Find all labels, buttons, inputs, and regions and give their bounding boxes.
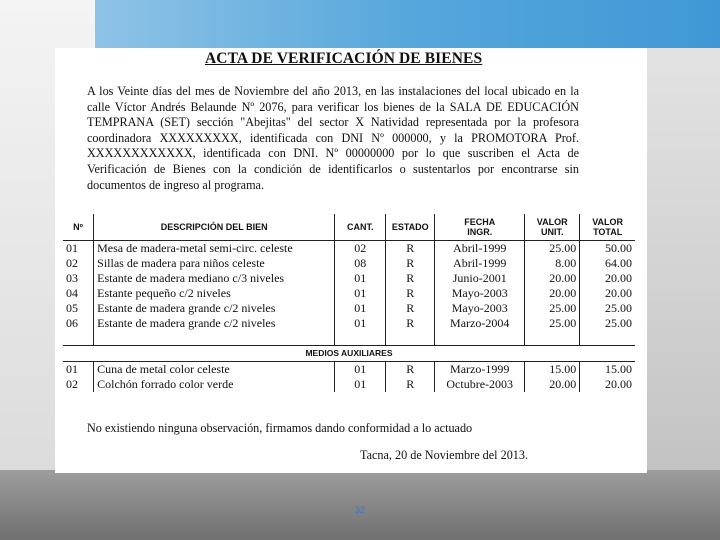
cell-state: R xyxy=(386,241,435,257)
header-total-value xyxy=(580,214,635,241)
cell-date: Marzo-2004 xyxy=(435,316,525,346)
slide-number: 32 xyxy=(354,505,365,515)
cell-total-value: 64.00 xyxy=(580,256,635,271)
cell-num: 01 xyxy=(66,362,78,376)
cell-date: Abril-1999 xyxy=(435,241,525,257)
table-header-row xyxy=(63,214,635,241)
table-row xyxy=(63,256,635,271)
cell-quantity: 02 xyxy=(335,241,386,257)
cell-quantity: 01 xyxy=(335,271,386,286)
cell-state: R xyxy=(386,271,435,286)
cell-description: Estante de madera grande c/2 niveles xyxy=(94,316,335,346)
cell-quantity: 01 xyxy=(335,316,386,346)
table-row xyxy=(63,362,635,378)
header-total-line2: TOTAL xyxy=(593,227,623,237)
cell-date: Marzo-1999 xyxy=(435,362,525,378)
cell-total-value: 25.00 xyxy=(580,301,635,316)
header-quantity: CANT. xyxy=(335,214,386,241)
header-num: Nº xyxy=(63,214,94,241)
header-unit-value xyxy=(525,214,580,241)
background-blue-band xyxy=(95,0,720,48)
cell-state: R xyxy=(386,301,435,316)
cell-unit-value: 8.00 xyxy=(525,256,580,271)
cell-total-value: 25.00 xyxy=(580,316,635,346)
cell-unit-value: 20.00 xyxy=(525,286,580,301)
cell-quantity: 01 xyxy=(335,301,386,316)
cell-total-value: 15.00 xyxy=(580,362,635,378)
table-row xyxy=(63,301,635,316)
cell-num: 06 xyxy=(66,316,78,330)
table-row xyxy=(63,316,635,346)
cell-quantity: 01 xyxy=(335,377,386,392)
header-date xyxy=(435,214,525,241)
cell-num: 03 xyxy=(66,271,78,285)
cell-description: Estante de madera grande c/2 niveles xyxy=(94,301,335,316)
header-date-line2: INGR. xyxy=(467,227,493,237)
cell-num: 05 xyxy=(66,301,78,315)
cell-date: Mayo-2003 xyxy=(435,286,525,301)
cell-date: Junio-2001 xyxy=(435,271,525,286)
cell-total-value: 20.00 xyxy=(580,377,635,392)
cell-state: R xyxy=(386,362,435,378)
cell-unit-value: 25.00 xyxy=(525,241,580,257)
cell-unit-value: 25.00 xyxy=(525,301,580,316)
table-row xyxy=(63,286,635,301)
signature-place-date: Tacna, 20 de Noviembre del 2013. xyxy=(360,448,529,462)
goods-table xyxy=(63,214,635,392)
table-row xyxy=(63,271,635,286)
section-label: MEDIOS AUXILIARES xyxy=(63,346,635,362)
cell-total-value: 20.00 xyxy=(580,271,635,286)
cell-description: Estante de madera mediano c/3 niveles xyxy=(94,271,335,286)
cell-unit-value: 20.00 xyxy=(525,377,580,392)
table-row xyxy=(63,241,635,257)
header-date-line1: FECHA xyxy=(464,217,496,227)
cell-num: 04 xyxy=(66,286,78,300)
header-unit-line2: UNIT. xyxy=(540,227,564,237)
header-total-line1: VALOR xyxy=(592,217,624,227)
document-title: ACTA DE VERIFICACIÓN DE BIENES xyxy=(205,50,483,67)
cell-description: Cuna de metal color celeste xyxy=(94,362,335,378)
cell-state: R xyxy=(386,256,435,271)
header-state: ESTADO xyxy=(386,214,435,241)
cell-description: Mesa de madera-metal semi-circ. celeste xyxy=(94,241,335,257)
cell-quantity: 08 xyxy=(335,256,386,271)
closing-statement: No existiendo ninguna observación, firmamos dando conformidad a lo actuado xyxy=(87,421,473,435)
cell-total-value: 50.00 xyxy=(580,241,635,257)
cell-num: 02 xyxy=(66,256,78,270)
intro-paragraph: A los Veinte días del mes de Noviembre del año 2013, en las instalaciones del local ubicado en la calle Víctor Andrés Belaunde Nº 2076, para verificar los bienes de la SALA DE EDUCACIÓN TEMPRANA (SET) sección "Abejitas" del sector X Natividad representada por la profesora coordinadora XXXXXXXXX, identificada con DNI Nº 000000, y la PROMOTORA Prof. XXXXXXXXXXXX, identificada con DNI. Nº 00000000 por lo que suscriben el Acta de Verificación de Bienes con la condición de identificarlos o sustentarlos por encontrarse sin documentos de ingreso al programa. xyxy=(87,84,579,192)
cell-quantity: 01 xyxy=(335,362,386,378)
cell-date: Mayo-2003 xyxy=(435,301,525,316)
header-description: DESCRIPCIÓN DEL BIEN xyxy=(94,214,335,241)
section-row xyxy=(63,346,635,362)
cell-total-value: 20.00 xyxy=(580,286,635,301)
header-unit-line1: VALOR xyxy=(536,217,568,227)
table-row xyxy=(63,377,635,392)
cell-num: 01 xyxy=(66,241,78,255)
document-page xyxy=(55,48,647,473)
cell-description: Estante pequeño c/2 niveles xyxy=(94,286,335,301)
cell-description: Colchón forrado color verde xyxy=(94,377,335,392)
cell-state: R xyxy=(386,286,435,301)
cell-quantity: 01 xyxy=(335,286,386,301)
cell-unit-value: 25.00 xyxy=(525,316,580,346)
cell-unit-value: 15.00 xyxy=(525,362,580,378)
cell-state: R xyxy=(386,377,435,392)
cell-description: Sillas de madera para niños celeste xyxy=(94,256,335,271)
cell-date: Octubre-2003 xyxy=(435,377,525,392)
cell-date: Abril-1999 xyxy=(435,256,525,271)
cell-state: R xyxy=(386,316,435,346)
cell-num: 02 xyxy=(66,377,78,391)
cell-unit-value: 20.00 xyxy=(525,271,580,286)
